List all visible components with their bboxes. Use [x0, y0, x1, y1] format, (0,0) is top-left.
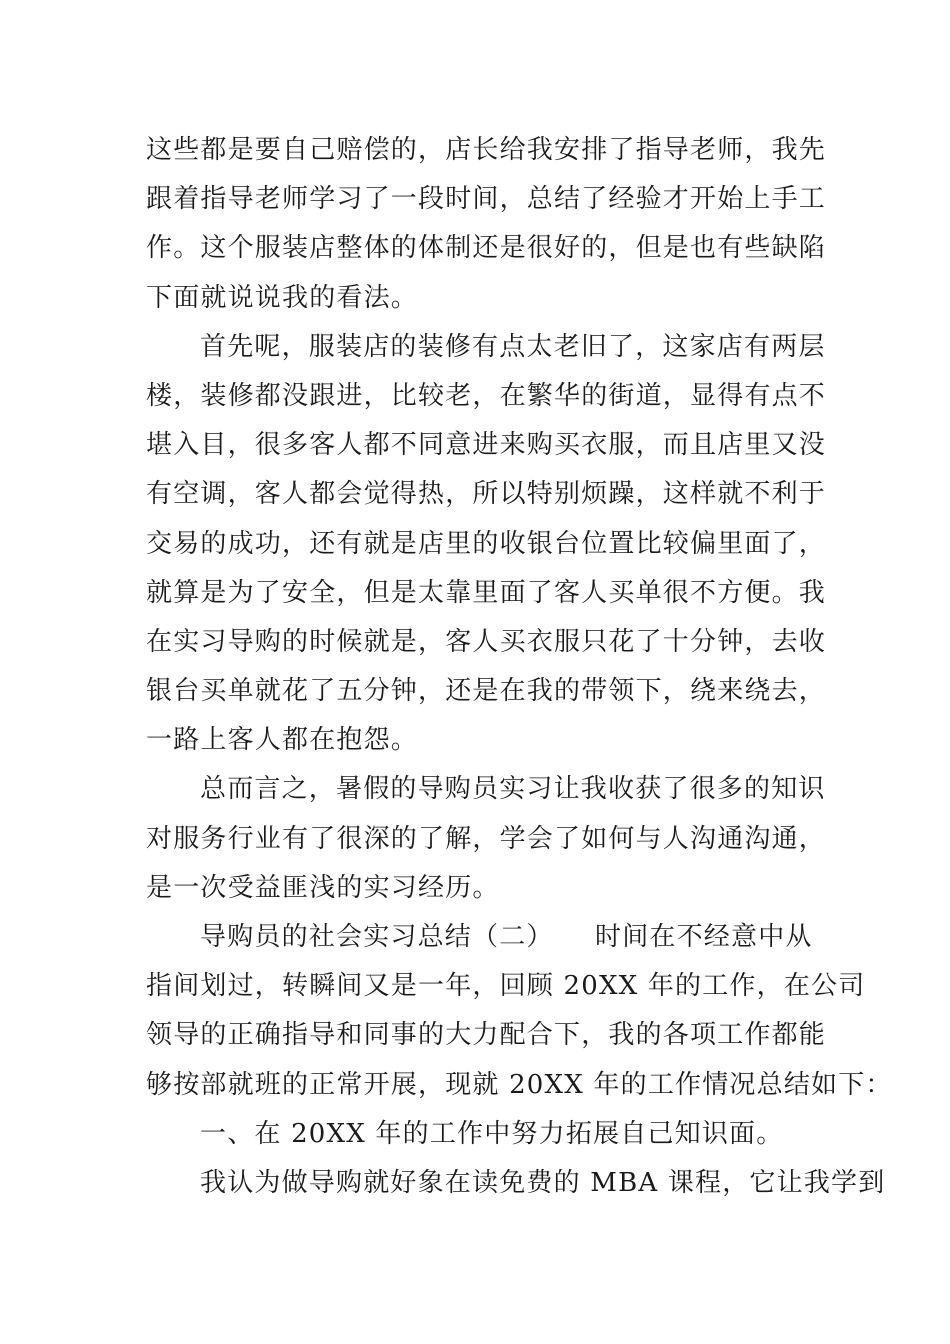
paragraph-first-line: 我认为做导购就好象在读免费的 MBA 课程，它让我学到 — [200, 1167, 886, 1198]
paragraph-first-line: 首先呢，服装店的装修有点太老旧了，这家店有两层 — [200, 331, 826, 362]
text-line: 指间划过，转瞬间又是一年，回顾 20XX 年的工作，在公司 — [146, 971, 866, 1002]
text-line: 交易的成功，还有就是店里的收银台位置比较偏里面了， — [146, 528, 827, 559]
text-line: 在实习导购的时候就是，客人买衣服只花了十分钟，去收 — [146, 626, 827, 657]
text-line: 一路上客人都在抱怨。 — [146, 725, 419, 756]
text-line: 堪入目，很多客人都不同意进来购买衣服，而且店里又没 — [146, 430, 827, 461]
text-line: 够按部就班的正常开展，现就 20XX 年的工作情况总结如下： — [146, 1069, 893, 1100]
paragraph-first-line: 导购员的社会实习总结（二） 时间在不经意中从 — [200, 922, 813, 952]
text-line: 这些都是要自己赔偿的，店长给我安排了指导老师，我先 — [146, 135, 827, 165]
text-line: 是一次受益匪浅的实习经历。 — [146, 872, 500, 903]
text-line: 就算是为了安全，但是太靠里面了客人买单很不方便。我 — [146, 577, 827, 608]
text-line: 银台买单就花了五分钟，还是在我的带领下，绕来绕去， — [146, 676, 827, 707]
paragraph-first-line: 一、在 20XX 年的工作中努力拓展自己知识面。 — [200, 1118, 784, 1149]
paragraph-first-line: 总而言之，暑假的导购员实习让我收获了很多的知识 — [200, 774, 826, 805]
text-line: 跟着指导老师学习了一段时间，总结了经验才开始上手工 — [146, 184, 827, 215]
text-line: 作。这个服装店整体的体制还是很好的，但是也有些缺陷 — [146, 233, 827, 264]
text-line: 对服务行业有了很深的了解，学会了如何与人沟通沟通， — [146, 823, 827, 854]
document-body — [146, 126, 893, 1208]
text-line: 领导的正确指导和同事的大力配合下，我的各项工作都能 — [146, 1020, 827, 1051]
text-line: 有空调，客人都会觉得热，所以特别烦躁，这样就不利于 — [146, 479, 827, 510]
text-line: 下面就说说我的看法。 — [146, 282, 419, 313]
text-line: 楼，装修都没跟进，比较老，在繁华的街道，显得有点不 — [146, 380, 827, 411]
